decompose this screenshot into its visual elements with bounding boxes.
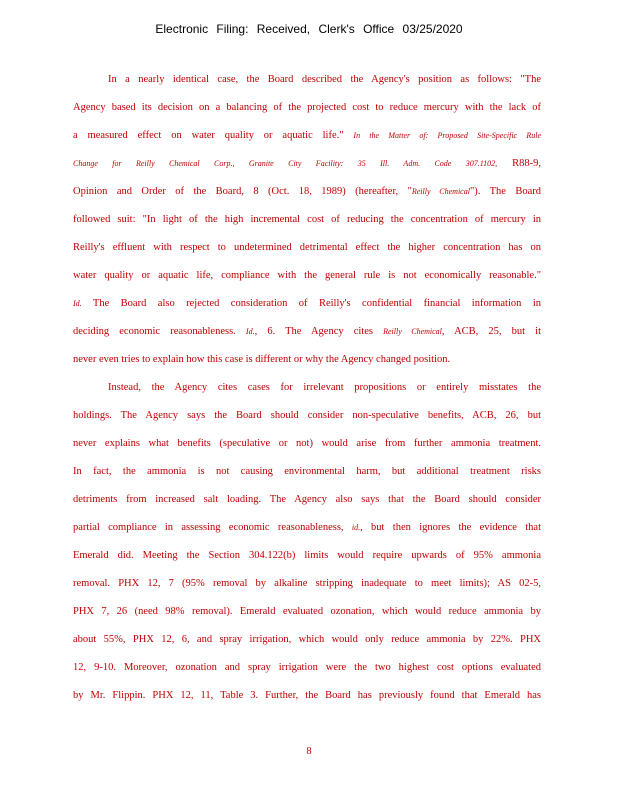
body-line bbox=[73, 157, 541, 171]
page-number: 8 bbox=[306, 746, 312, 757]
body-line bbox=[73, 241, 541, 255]
citation-italic: Id. bbox=[73, 299, 82, 308]
body-line bbox=[73, 549, 541, 563]
text-run: "). The Board bbox=[469, 186, 541, 197]
body-line bbox=[73, 437, 541, 451]
body-line bbox=[73, 213, 541, 227]
body-line bbox=[73, 577, 541, 591]
body-line bbox=[73, 521, 541, 535]
text-run: Emerald did. Meeting the Section 304.122(b) limits would require upwards of 95% ammonia bbox=[73, 550, 541, 561]
text-run: holdings. The Agency says the Board should consider non-speculative benefits, ACB, 26, but bbox=[73, 410, 541, 421]
text-run: followed suit: "In light of the high incremental cost of reducing the concentration of mercury in bbox=[73, 214, 541, 225]
text-run: Instead, the Agency cites cases for irrelevant propositions or entirely misstates the bbox=[108, 382, 541, 393]
citation-italic: Reilly Chemical bbox=[383, 327, 442, 336]
body-line bbox=[73, 409, 541, 423]
body-line bbox=[73, 129, 541, 143]
body-line bbox=[108, 73, 541, 87]
text-run: partial compliance in assessing economic reasonableness, bbox=[73, 522, 352, 533]
body-line bbox=[108, 381, 541, 395]
citation-italic: In the Matter of: Proposed Site-Specific Rule bbox=[353, 131, 541, 140]
text-run: R88-9, bbox=[497, 158, 541, 169]
body-line bbox=[73, 185, 541, 199]
text-run: , ACB, 25, but it bbox=[441, 326, 541, 337]
body-line bbox=[73, 605, 541, 619]
body-line bbox=[73, 633, 541, 647]
body-line bbox=[73, 353, 541, 367]
body-line bbox=[73, 297, 541, 311]
citation-italic: Id. bbox=[245, 327, 255, 336]
text-run: a measured effect on water quality or aquatic life." bbox=[73, 130, 354, 141]
text-run: Opinion and Order of the Board, 8 (Oct. 18, 1989) (hereafter, " bbox=[73, 186, 412, 197]
body-line bbox=[73, 325, 541, 339]
text-run: 12, 9-10. Moreover, ozonation and spray irrigation were the two highest cost options evaluated bbox=[73, 662, 541, 673]
text-run: deciding economic reasonableness. bbox=[73, 326, 246, 337]
text-run: PHX 7, 26 (need 98% removal). Emerald evaluated ozonation, which would reduce ammonia by bbox=[73, 606, 541, 617]
text-run: In a nearly identical case, the Board described the Agency's position as follows: "The bbox=[108, 74, 541, 85]
text-run: Reilly's effluent with respect to undetermined detrimental effect the higher concentration has on bbox=[73, 242, 541, 253]
text-run: by Mr. Flippin. PHX 12, 11, Table 3. Further, the Board has previously found that Emerald has bbox=[73, 690, 541, 701]
citation-italic: Reilly Chemical bbox=[411, 187, 470, 196]
text-run: , 6. The Agency cites bbox=[254, 326, 384, 337]
body-line bbox=[73, 101, 541, 115]
text-run: never even tries to explain how this case is different or why the Agency changed position. bbox=[73, 354, 451, 365]
text-run: detriments from increased salt loading. The Agency also says that the Board should consider bbox=[73, 494, 541, 505]
body-line bbox=[73, 493, 541, 507]
text-run: water quality or aquatic life, compliance with the general rule is not economically reasonable." bbox=[73, 270, 541, 281]
text-run: The Board also rejected consideration of Reilly's confidential financial information in bbox=[81, 298, 541, 309]
text-run: removal. PHX 12, 7 (95% removal by alkaline stripping inadequate to meet limits); AS 02-5, bbox=[73, 578, 541, 589]
electronic-filing-header: Electronic Filing: Received, Clerk's Office 03/25/2020 bbox=[155, 22, 463, 36]
citation-italic: Change for Reilly Chemical Corp., Granite City Facility: 35 Ill. Adm. Code 307.1102, bbox=[73, 159, 498, 168]
text-run: never explains what benefits (speculative or not) would arise from further ammonia treatment. bbox=[73, 438, 541, 449]
text-run: In fact, the ammonia is not causing environmental harm, but additional treatment risks bbox=[73, 466, 541, 477]
text-run: about 55%, PHX 12, 6, and spray irrigation, which would only reduce ammonia by 22%. PHX bbox=[73, 634, 541, 645]
body-line bbox=[73, 661, 541, 675]
body-line bbox=[73, 269, 541, 283]
citation-italic: id. bbox=[351, 523, 361, 532]
text-run: , but then ignores the evidence that bbox=[360, 522, 541, 533]
text-run: Agency based its decision on a balancing of the projected cost to reduce mercury with the lack of bbox=[73, 102, 541, 113]
body-line bbox=[73, 465, 541, 479]
body-line bbox=[73, 689, 541, 703]
